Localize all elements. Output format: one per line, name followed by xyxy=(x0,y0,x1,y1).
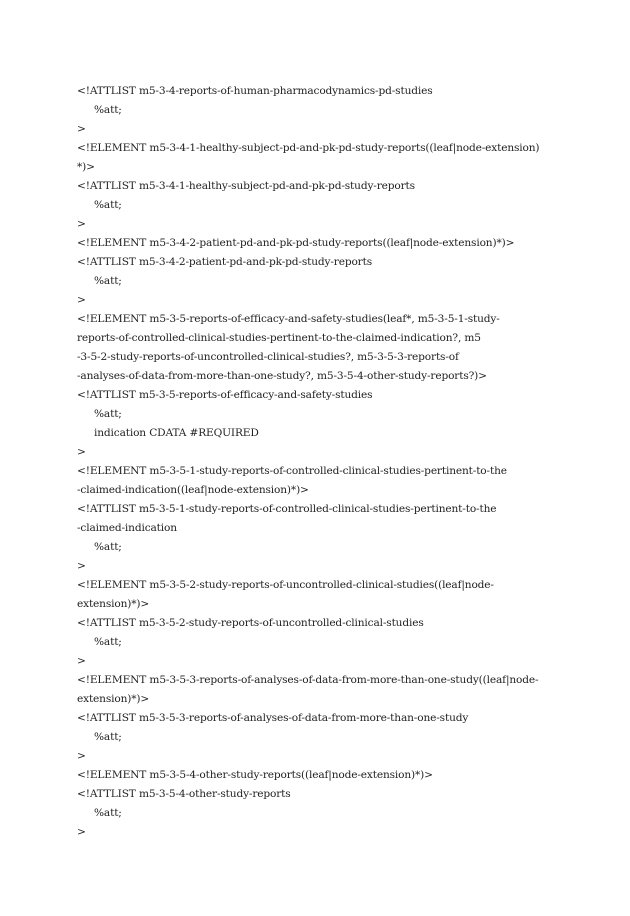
code-line: <!ATTLIST m5-3-4-reports-of-human-pharmacodynamics-pd-studies xyxy=(77,85,433,97)
code-line: %att; xyxy=(94,408,122,420)
code-line: <!ELEMENT m5-3-5-1-study-reports-of-controlled-clinical-studies-pertinent-to-the xyxy=(77,465,507,477)
code-line: %att; xyxy=(94,541,122,553)
code-line: %att; xyxy=(94,636,122,648)
code-line: > xyxy=(77,218,86,230)
code-line: <!ATTLIST m5-3-5-4-other-study-reports xyxy=(77,788,291,800)
code-line: -claimed-indication xyxy=(77,522,177,534)
code-line: -analyses-of-data-from-more-than-one-study?, m5-3-5-4-other-study-reports?)> xyxy=(77,370,487,382)
code-line: %att; xyxy=(94,807,122,819)
code-line: %att; xyxy=(94,731,122,743)
code-line: <!ELEMENT m5-3-4-2-patient-pd-and-pk-pd-study-reports((leaf|node-extension)*)> xyxy=(77,237,515,249)
code-line: extension)*)> xyxy=(77,693,150,705)
code-line: > xyxy=(77,750,86,762)
code-line: > xyxy=(77,123,86,135)
code-line: -3-5-2-study-reports-of-uncontrolled-clinical-studies?, m5-3-5-3-reports-of xyxy=(77,351,459,363)
code-line: > xyxy=(77,560,86,572)
code-line: <!ELEMENT m5-3-5-reports-of-efficacy-and-safety-studies(leaf*, m5-3-5-1-study- xyxy=(77,313,500,325)
code-line: <!ATTLIST m5-3-4-1-healthy-subject-pd-and-pk-pd-study-reports xyxy=(77,180,415,192)
code-line: <!ATTLIST m5-3-4-2-patient-pd-and-pk-pd-study-reports xyxy=(77,256,372,268)
code-line: %att; xyxy=(94,104,122,116)
code-line: %att; xyxy=(94,199,122,211)
code-line: > xyxy=(77,294,86,306)
code-line: extension)*)> xyxy=(77,598,150,610)
code-line: <!ELEMENT m5-3-5-4-other-study-reports((leaf|node-extension)*)> xyxy=(77,769,433,781)
code-line: <!ELEMENT m5-3-4-1-healthy-subject-pd-and-pk-pd-study-reports((leaf|node-extension) xyxy=(77,142,540,154)
code-line: <!ELEMENT m5-3-5-3-reports-of-analyses-of-data-from-more-than-one-study((leaf|node- xyxy=(77,674,539,686)
code-line: %att; xyxy=(94,275,122,287)
code-line: indication CDATA #REQUIRED xyxy=(94,427,259,439)
code-line: <!ATTLIST m5-3-5-reports-of-efficacy-and-safety-studies xyxy=(77,389,373,401)
code-line: *)> xyxy=(77,161,95,173)
code-line: <!ATTLIST m5-3-5-1-study-reports-of-controlled-clinical-studies-pertinent-to-the xyxy=(77,503,497,515)
code-line: -claimed-indication((leaf|node-extension)*)> xyxy=(77,484,309,496)
code-line: > xyxy=(77,826,86,838)
code-line: > xyxy=(77,655,86,667)
code-line: <!ATTLIST m5-3-5-3-reports-of-analyses-of-data-from-more-than-one-study xyxy=(77,712,469,724)
code-line: <!ATTLIST m5-3-5-2-study-reports-of-uncontrolled-clinical-studies xyxy=(77,617,424,629)
code-line: reports-of-controlled-clinical-studies-pertinent-to-the-claimed-indication?, m5 xyxy=(77,332,481,344)
code-line: <!ELEMENT m5-3-5-2-study-reports-of-uncontrolled-clinical-studies((leaf|node- xyxy=(77,579,494,591)
code-line: > xyxy=(77,446,86,458)
dtd-code-block xyxy=(77,82,557,842)
